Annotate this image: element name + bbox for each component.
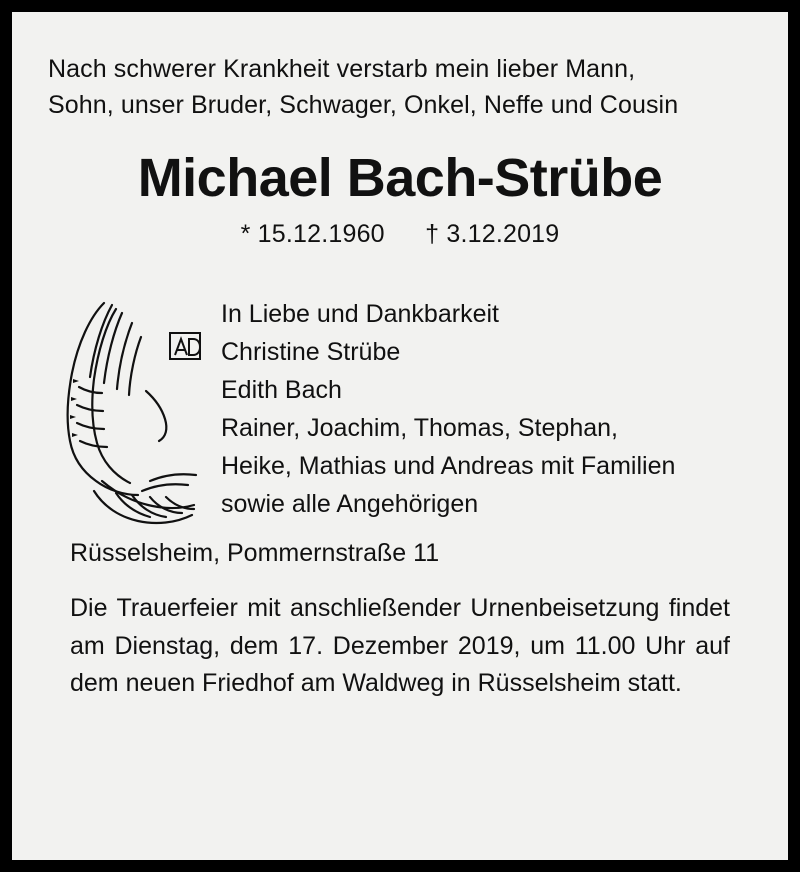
intro-line-1: Nach schwerer Krankheit verstarb mein lieber Mann, bbox=[48, 55, 636, 83]
family-line-4: Rainer, Joachim, Thomas, Stephan, bbox=[221, 414, 618, 443]
family-line-3: Edith Bach bbox=[221, 376, 342, 405]
family-names bbox=[221, 291, 756, 523]
family-line-5: Heike, Mathias und Andreas mit Familien bbox=[221, 452, 676, 481]
ceremony-details: Die Trauerfeier mit anschließender Urnenbeisetzung findet am Dienstag, dem 17. Dezember 2019, um 11.00 Uhr auf dem neuen Friedhof am Waldweg in Rüsselsheim statt. bbox=[70, 594, 730, 698]
intro-line-2: Sohn, unser Bruder, Schwager, Onkel, Neffe und Cousin bbox=[48, 90, 679, 119]
intro-text bbox=[48, 52, 752, 123]
praying-hands-icon bbox=[44, 291, 221, 525]
family-line-2: Christine Strübe bbox=[221, 338, 401, 367]
family-line-6: sowie alle Angehörigen bbox=[221, 490, 479, 519]
deceased-name: Michael Bach-Strübe bbox=[137, 148, 663, 208]
life-dates bbox=[44, 220, 756, 249]
death-date: † 3.12.2019 bbox=[425, 220, 560, 249]
birth-date: * 15.12.1960 bbox=[240, 220, 385, 249]
family-line-1: In Liebe und Dankbarkeit bbox=[221, 300, 499, 329]
middle-section bbox=[44, 291, 756, 525]
address-line: Rüsselsheim, Pommernstraße 11 bbox=[70, 539, 440, 568]
